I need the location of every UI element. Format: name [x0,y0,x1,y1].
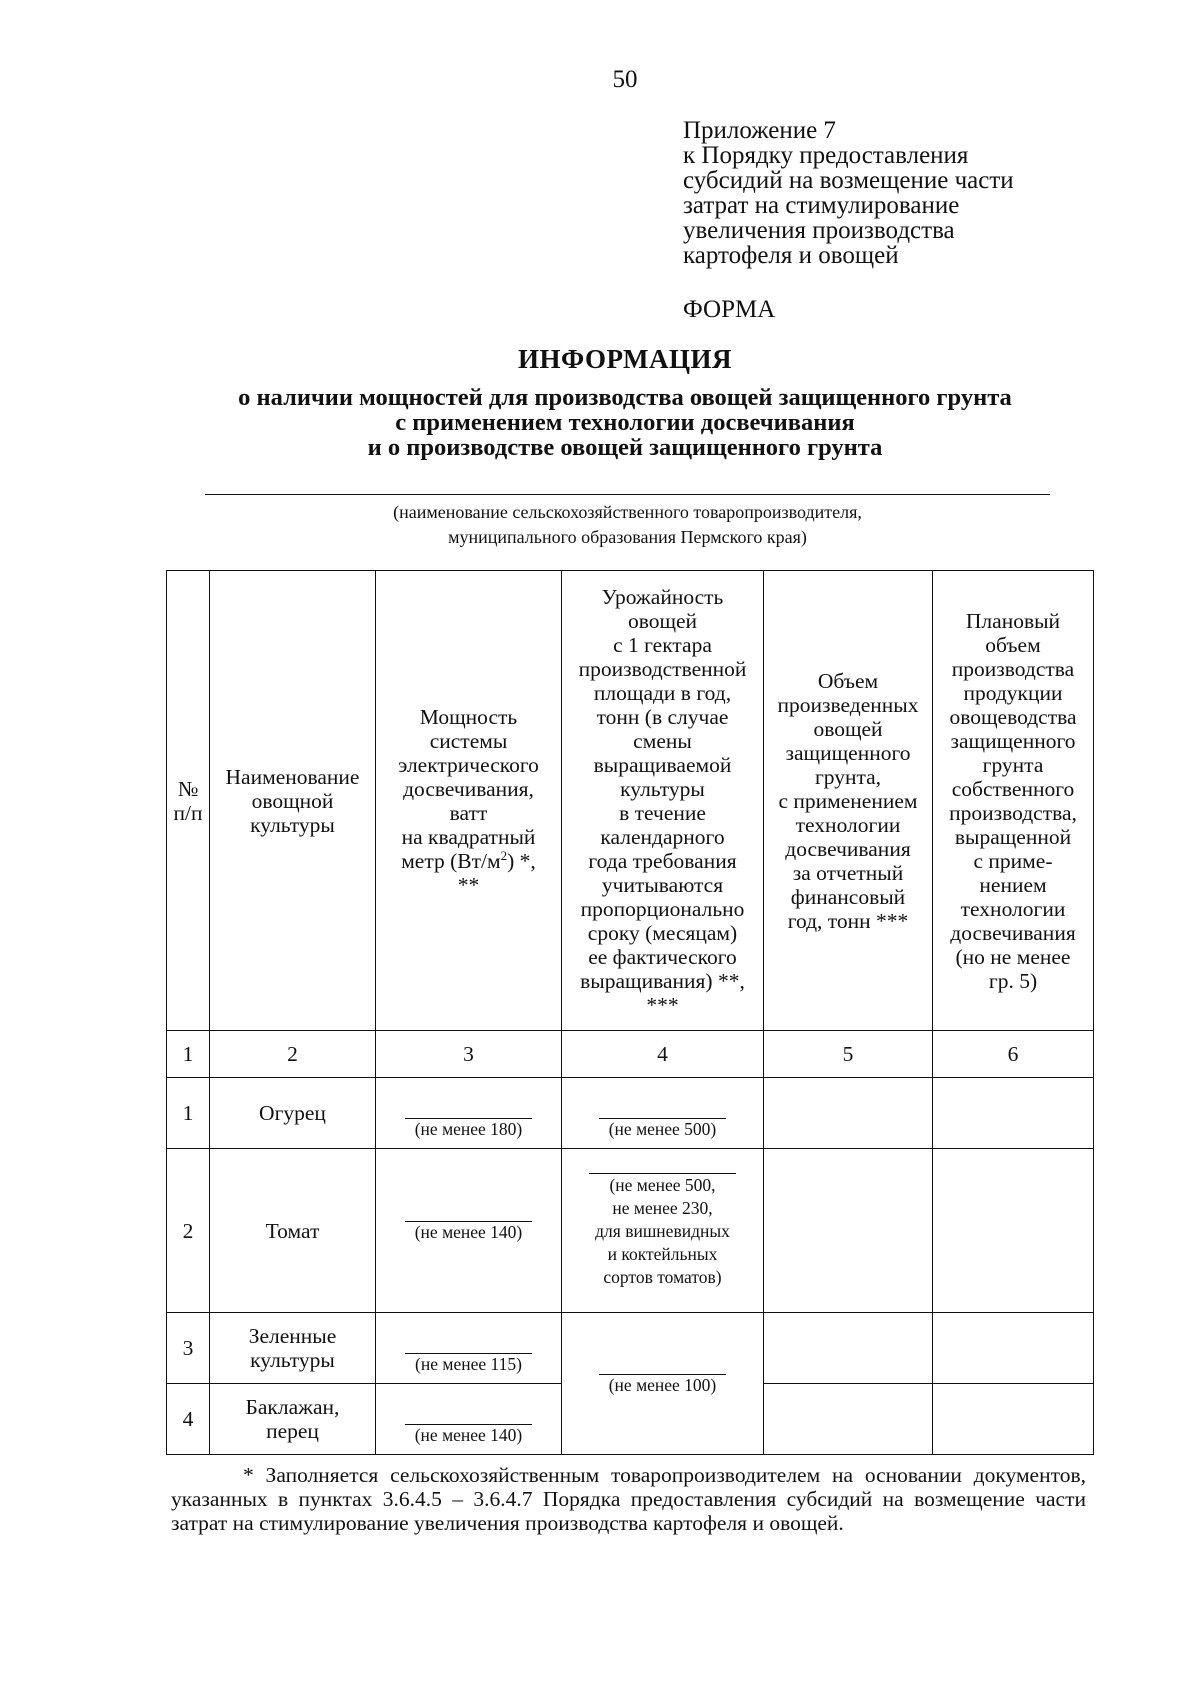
column-number: 5 [764,1031,933,1078]
page-number: 50 [612,66,638,93]
planned-volume-cell[interactable] [933,1313,1094,1384]
column-number: 4 [562,1031,764,1078]
annex-line: субсидий на возмещение части [683,167,1014,194]
row-number: 2 [167,1149,210,1313]
column-number-row [167,1031,1094,1078]
table-row [167,1149,1094,1313]
crop-name: Огурец [210,1078,376,1149]
annex-line: Приложение 7 [683,117,836,144]
yield-cell [562,1078,764,1149]
subtitle-line: и о производстве овощей защищенного грунта [367,434,883,461]
header-col-number: № п/п [167,571,210,1031]
producer-name-line [205,494,1050,495]
produced-volume-cell[interactable] [764,1384,933,1455]
header-col-produced-volume: Объем произведенных овощей защищенного грунта, с применением технологии досвечивания за отчетный финансовый год, тонн *** [764,571,933,1031]
power-min-value: (не менее 180) [405,1118,533,1140]
crop-name: Томат [210,1149,376,1313]
power-min-value: (не менее 115) [405,1353,532,1375]
crop-name: Зеленные культуры [210,1313,376,1384]
power-cell [376,1149,562,1313]
row-number: 4 [167,1384,210,1455]
header-col-yield: Урожайность овощей с 1 гектара производственной площади в год, тонн (в случае смены выращиваемой культуры в течение календарного года требования учитываются пропорционально сроку (месяцам) ее фактического выращивания) **, *** [562,571,764,1031]
column-number: 3 [376,1031,562,1078]
planned-volume-cell[interactable] [933,1149,1094,1313]
row-number: 3 [167,1313,210,1384]
row-number: 1 [167,1078,210,1149]
table-header-row [167,571,1094,1031]
header-col-lighting-power: Мощность системы электрического досвечивания, ватт на квадратный метр $(Вт/м^2)$ *, ** [376,571,562,1031]
yield-min-value: (не менее 500) [599,1118,727,1140]
info-table [166,570,1094,1455]
planned-volume-cell[interactable] [933,1384,1094,1455]
produced-volume-cell[interactable] [764,1078,933,1149]
yield-cell [562,1149,764,1313]
power-cell [376,1078,562,1149]
producer-name-caption [205,500,1050,550]
header-col-crop-name: Наименование овощной культуры [210,571,376,1031]
subtitle-line: с применением технологии досвечивания [395,409,855,436]
document-title: ИНФОРМАЦИЯ [518,344,732,374]
annex-line: затрат на стимулирование [683,192,960,219]
annex-line: увеличения производства [683,217,955,244]
header-col-planned-volume: Плановый объем производства продукции овощеводства защищенного грунта собственного производства, выращенной с приме- нением технологии досвечивания (но не менее гр. 5) [933,571,1094,1031]
produced-volume-cell[interactable] [764,1313,933,1384]
power-cell [376,1313,562,1384]
crop-name: Баклажан, перец [210,1384,376,1455]
table-row [167,1078,1094,1149]
column-number: 6 [933,1031,1094,1078]
caption-line: муниципального образования Пермского края) [448,527,807,547]
yield-min-value: (не менее 100) [599,1374,727,1396]
table-row [167,1313,1094,1384]
form-label: ФОРМА [683,296,776,323]
yield-min-value: (не менее 500, не менее 230, для вишневидных и коктейльных сортов томатов) [589,1173,736,1289]
column-number: 2 [210,1031,376,1078]
column-number: 1 [167,1031,210,1078]
power-cell [376,1384,562,1455]
power-min-value: (не менее 140) [405,1221,533,1243]
caption-line: (наименование сельскохозяйственного товаропроизводителя, [393,502,862,522]
annex-header [683,118,1014,268]
produced-volume-cell[interactable] [764,1149,933,1313]
planned-volume-cell[interactable] [933,1078,1094,1149]
annex-line: к Порядку предоставления [683,142,969,169]
subtitle-line: о наличии мощностей для производства овощей защищенного грунта [238,384,1012,411]
annex-line: картофеля и овощей [683,242,899,269]
footnote: * Заполняется сельскохозяйственным товаропроизводителем на основании документов, указанных в пунктах 3.6.4.5 – 3.6.4.7 Порядка предоставления субсидий на возмещение части затрат на стимулирование увеличения производства картофеля и овощей. [171,1463,1086,1535]
yield-cell-shared [562,1313,764,1455]
document-subtitle [160,385,1090,460]
power-min-value: (не менее 140) [405,1424,533,1446]
